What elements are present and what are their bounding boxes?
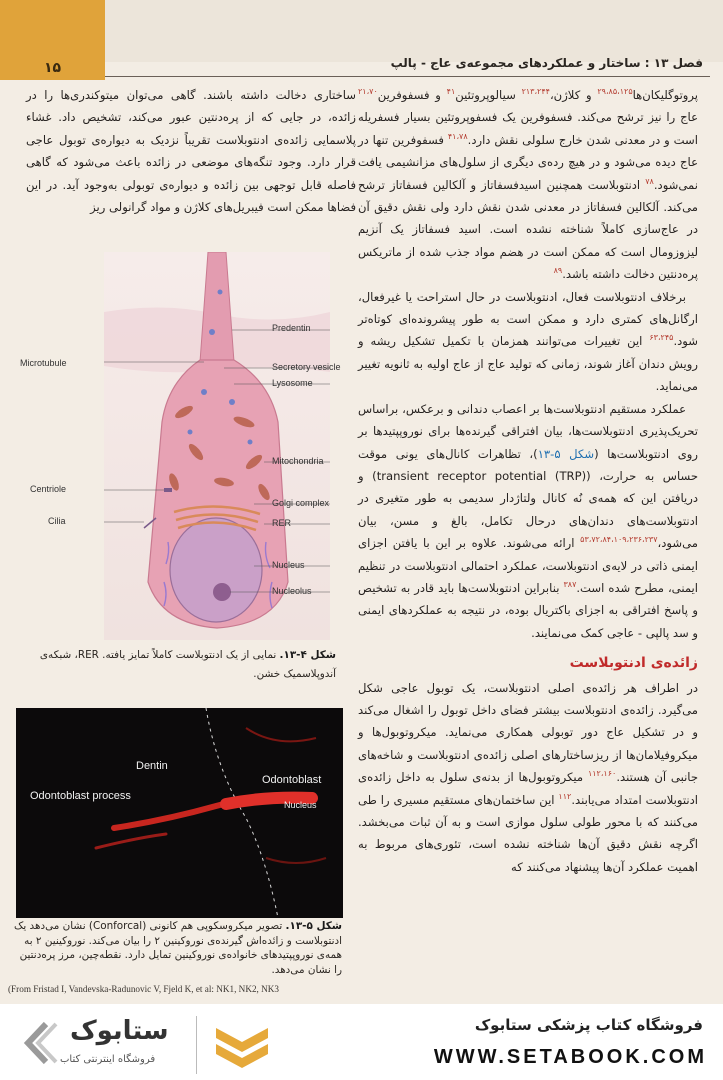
label-nucleolus: Nucleolus — [272, 586, 312, 596]
label-dentin: Dentin — [136, 760, 168, 772]
confocal-micrograph — [16, 708, 343, 918]
label-microtubule: Microtubule — [20, 358, 67, 368]
text-run: این تغییرات می‌توانند همزمان با تکمیل تشکیل ریشه و رویش دندان آغاز شوند، زمانی که تولید عاج از عاج اولیه به ثانویه تغییر می‌نماید. — [358, 334, 698, 394]
latin-term: transient receptor potential — [376, 468, 547, 483]
text-run: برخلاف ادنتوبلاست فعال، ادنتوبلاست در حال استراحت یا غیرفعال، ارگانل‌های کمتری دارد و ممکن است به طور پیشرونده‌ای کوتاه‌تر شود. — [358, 289, 698, 349]
paragraph-1 — [358, 84, 698, 286]
text-run: بنابراین ادنتوبلاست‌ها باید قادر به تشخیص و پاسخ افتراقی به اجزای باکتریال بوده، در نتیجه به عملکردهای ایمنی و سد پالپی - عاجی کمک می‌نمایند. — [358, 580, 698, 640]
book-logo-icon — [212, 1020, 272, 1070]
header-band — [0, 0, 723, 62]
chevron-left-icon — [18, 1018, 58, 1068]
label-cilia: Cilia — [48, 516, 66, 526]
label-secretory-vesicle: Secretory vesicle — [272, 362, 341, 372]
figure-5-caption-text: تصویر میکروسکوپی هم کانونی (Conforcal) نشان می‌دهد یک ادنتوبلاست و زائده‌اش گیرنده‌ی نوروکینین ۲ را بیان می‌کند. نوروکینین ۲ به همه‌ی نوروپپتیدهای خانواده‌ی نوروکینین تمایل دارد. نقطه‌چین، مرز پره‌دنتین را نشان می‌دهد. — [14, 920, 342, 976]
text-run: )، تظاهرات کانال‌های یونی موقت حساس به حرارت، ( — [358, 446, 698, 483]
citation: ۲۱۳،۲۴۴ — [521, 87, 550, 97]
text-run: ادنتوبلاست همچنین اسیدفسفاتاز و آلکالین فسفاتاز ترشح می‌کند. آلکالین فسفاتاز در معدنی شدن نقش دارد ولی نقش دقیق آن در عاج‌سازی کاملاً شناخته نشده است. اسید فسفاتاز یک آنزیم لیزوزومال است که ممکن است در هضم مواد جذب شده از ماتریکس پره‌دنتین دخالت داشته باشد. — [358, 177, 698, 282]
left-paragraph: ساختاری دخالت داشته باشند. گاهی می‌توان میتوکندری‌ها را در زائده، در جایی که از پره‌دنتین عبور می‌کند، تشخیص داد. غشاء پلاسمایی زائده‌ی ادنتوبلاست تقریباً نزدیک به دیواره‌ی توبول عاجی قرار دارد. وجود تنگه‌های موضعی در زائده باعث می‌شود که گاهی فاصله قابل توجهی بین زائده و دیواره‌ی توبولی به‌وجود آید. در این فضاها ممکن است فیبریل‌های کلاژن و مواد گرانولی ریز — [26, 88, 356, 215]
chapter-title: فصل ۱۳ : ساختار و عملکردهای مجموعه‌ی عاج - پالپ — [390, 56, 703, 70]
label-nucleus-micrograph: Nucleus — [284, 800, 317, 810]
page-number: ۱۵ — [0, 0, 105, 80]
right-column — [358, 84, 698, 878]
text-run: میکروتوبول‌ها از بدنه‌ی سلول به داخل زائده‌ی ادنتوبلاست امتداد می‌یابند. — [358, 770, 698, 807]
label-odontoblast-process: Odontoblast process — [30, 790, 131, 802]
text-run: عاج را نیز ترشح می‌کند. فسفوفرین یک فسفوپروتئین بسیار فسفریله است و در معدنی شدن خارج سلولی نقش دارد. — [358, 110, 698, 147]
figure-4-caption — [14, 646, 336, 684]
label-golgi-complex: Golgi complex — [272, 498, 330, 508]
figure-5-source: (From Fristad I, Vandevska-Radunovic V, Fjeld K, et al: NK1, NK2, NK3 — [8, 984, 280, 994]
logo-wordmark: ستابوک — [70, 1016, 169, 1046]
citation: ۴۱ — [446, 87, 456, 97]
citation: ۶۳،۲۴۵ — [649, 333, 674, 343]
text-run: پروتوگلیکان‌ها — [632, 88, 699, 102]
citation: ۷۸ — [645, 176, 654, 186]
label-rer: RER — [272, 518, 292, 528]
label-centriole: Centriole — [30, 484, 67, 494]
text-run: فسفوفرین تنها در عاج دیده می‌شود و در هیچ رده‌ی دیگری از سلول‌های مزانشیمی یافت نمی‌شود. — [358, 132, 698, 192]
label-lysosome: Lysosome — [272, 378, 313, 388]
citation: ۴۱،۷۸ — [447, 131, 468, 141]
paragraph-2 — [358, 286, 698, 398]
figure-4-caption-title: شکل ۴-۱۳. — [279, 649, 336, 661]
figure-5-caption-title: شکل ۵-۱۳. — [285, 920, 342, 932]
footer-divider — [196, 1016, 197, 1074]
label-mitochondria: Mitochondria — [272, 456, 324, 466]
citation: ۱۱۲،۱۶۰ — [587, 769, 617, 779]
left-column-text — [26, 84, 356, 218]
figure-5-caption — [12, 919, 342, 977]
footer-url[interactable]: WWW.SETABOOK.COM — [433, 1046, 707, 1068]
citation: ۲۹،۸۵،۱۲۵ — [597, 87, 633, 97]
label-odontoblast: Odontoblast — [262, 774, 322, 786]
text-run: (TRP)) و دریافتن این که همه‌ی نُه کانال ولتاژدار سدیمی به طور متغیری در ادنتوبلاست‌های دندان‌های درحال تکامل، بالغ و مسن، بیان می‌شود، — [358, 468, 698, 551]
citation: ۳۸۷ — [563, 580, 577, 590]
citation: ۵۳،۷۲،۸۴،۱۰۹،۲۳۶،۲۳۷ — [580, 535, 658, 545]
citation: ۸۹ — [553, 266, 563, 276]
paragraph-3 — [358, 398, 698, 644]
citation: ۱۱۲ — [558, 791, 572, 801]
footer-shop-name: فروشگاه کتاب پزشکی ستابوک — [474, 1016, 703, 1034]
text-run: و کلاژن، — [549, 88, 598, 102]
label-predentin: Predentin — [272, 323, 311, 333]
logo-tagline: فروشگاه اینترنتی کتاب — [60, 1054, 156, 1065]
text-run: این ساختمان‌های مستقیم مسیری را طی می‌کنند که با محور طولی سلول موازی است و به آن ثبات می‌بخشد. اگرچه نقش دقیق آن‌ها شناخته نشده است، تئوری‌های مربوط به اهمیت عملکرد آن‌ها پیشنهاد می‌کنند که — [358, 792, 698, 874]
text-run: و فسفوفرین — [377, 88, 447, 102]
odontoblast-illustration — [104, 252, 330, 640]
micrograph-image — [16, 708, 343, 918]
header-rule — [105, 76, 710, 77]
text-run: ارائه می‌شوند. علاوه بر این با یافتن اجزای ایمنی ذاتی در لایه‌ی ادنتوبلاست، عملکرد احتمالی ادنتوبلاست در تنظیم ایمنی، مطرح شده است. — [358, 536, 698, 595]
text-run: عملکرد مستقیم ادنتوبلاست‌ها بر اعصاب دندانی و برعکس، براساس تحریک‌پذیری ادنتوبلاست‌ها، بیان افتراقی گیرنده‌ها برای نوروپپتیدها بر روی ادنتوبلاست‌ها ( — [358, 401, 698, 461]
figure-4-caption-text: نمایی از یک ادنتوبلاست کاملاً تمایز یافته. RER، شبکه‌ی آندوپلاسمیک خشن. — [39, 649, 336, 680]
paragraph-4 — [358, 677, 698, 879]
text-run: در اطراف هر زائده‌ی اصلی ادنتوبلاست، یک توبول عاجی شکل می‌گیرد. زائده‌ی ادنتوبلاست بیشتر فضای داخل توبول را اشغال می‌کند و در تشکیل عاج دور توبولی همکاری می‌نماید. میکروتوبول‌ها و میکروفیلامان‌ها از ریزساختارهای اصلی زائده‌ی ادنتوبلاست و شاخه‌های جانبی آن هستند. — [358, 680, 698, 785]
figure-reference-link[interactable]: شکل ۵-۱۳ — [537, 446, 595, 461]
label-nucleus: Nucleus — [272, 560, 305, 570]
citation: ۲۱،۷۰ — [358, 87, 378, 97]
section-heading: زائده‌ی ادنتوبلاست — [569, 655, 698, 672]
text-run: سیالوپروتئین — [455, 88, 522, 102]
